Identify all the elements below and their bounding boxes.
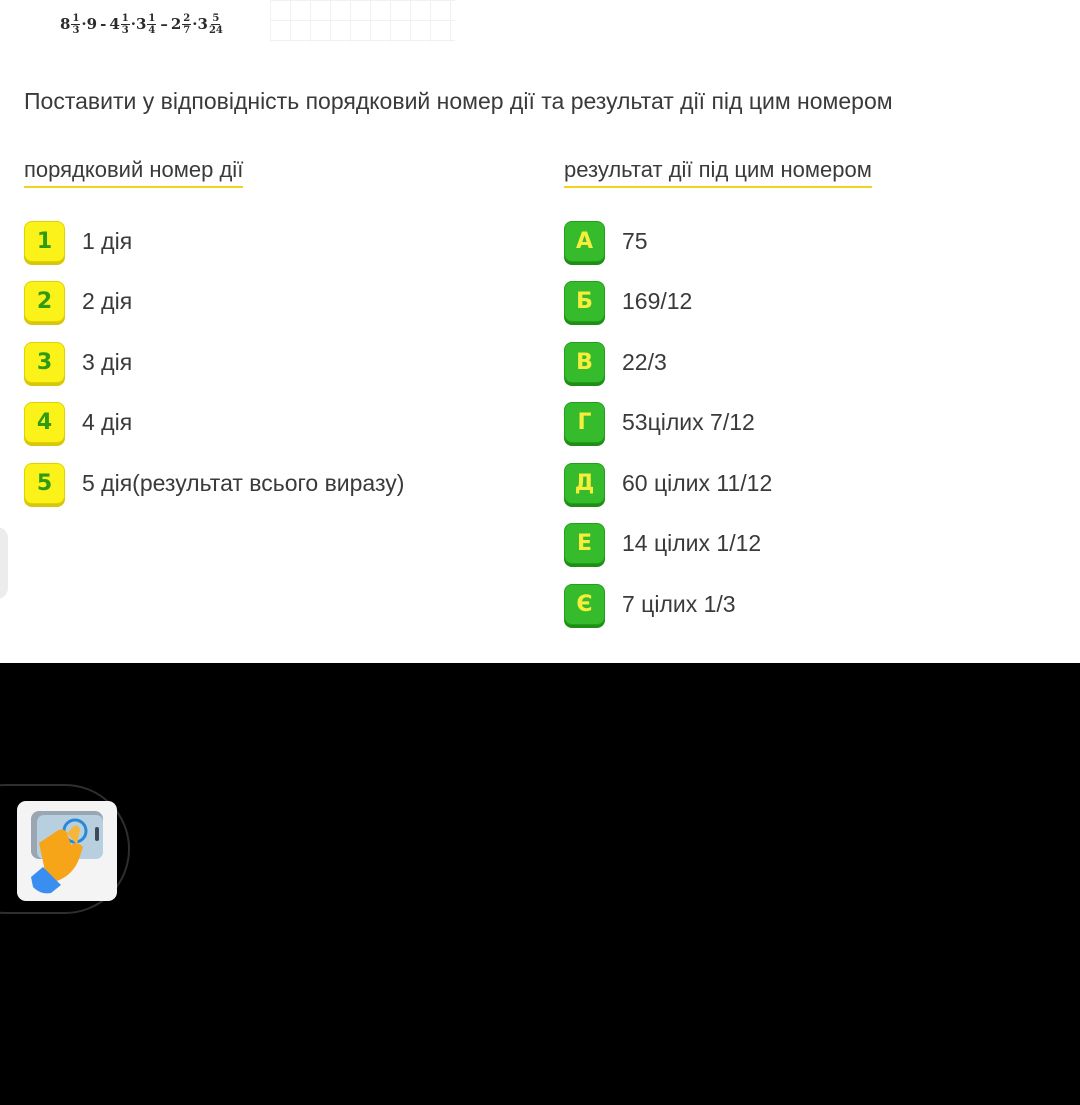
numerator: 1 [72, 12, 80, 24]
list-item [564, 339, 772, 385]
task-instruction: Поставити у відповідність порядковий номер дії та результат дії під цим номером [24, 88, 893, 114]
multiplier: 9 [86, 15, 98, 33]
whole-part: 3 [135, 15, 147, 33]
operator: · [130, 15, 136, 33]
item-label: 53цілих 7/12 [622, 409, 755, 436]
denominator: 24 [208, 24, 223, 36]
fraction [121, 13, 130, 36]
fraction [209, 13, 223, 36]
answer-badge-d[interactable]: Д [564, 463, 605, 504]
mixed-number [60, 13, 81, 36]
match-badge-2[interactable]: 2 [24, 281, 65, 322]
numerator: 1 [148, 12, 156, 24]
operator: - [100, 15, 107, 33]
side-scroll-handle[interactable] [0, 527, 8, 599]
mixed-number [136, 13, 157, 36]
whole-part: 2 [170, 15, 182, 33]
item-label: 7 цілих 1/3 [622, 591, 736, 618]
mixed-number [109, 13, 130, 36]
item-label: 22/3 [622, 348, 667, 375]
operator: · [192, 15, 198, 33]
item-label: 1 дія [82, 227, 133, 254]
left-column-header: порядковий номер дії [24, 157, 243, 188]
item-label: 4 дія [82, 409, 133, 436]
item-label: 2 дія [82, 288, 133, 315]
result-list [564, 218, 772, 642]
operator: · [81, 15, 87, 33]
mixed-number [171, 13, 192, 36]
list-item [24, 218, 404, 264]
item-label: 169/12 [622, 288, 693, 315]
list-item [24, 400, 404, 446]
fraction [71, 13, 80, 36]
operator: – [160, 15, 168, 33]
grid-background [270, 0, 455, 42]
denominator: 4 [148, 24, 156, 36]
item-label: 14 цілих 1/12 [622, 530, 762, 557]
item-label: 5 дія(результат всього виразу) [82, 469, 405, 496]
list-item [564, 582, 772, 628]
item-label: 60 цілих 11/12 [622, 469, 773, 496]
math-expression [60, 4, 224, 44]
match-badge-5[interactable]: 5 [24, 463, 65, 504]
answer-badge-h[interactable]: Г [564, 402, 605, 443]
list-item [564, 460, 772, 506]
denominator: 3 [121, 24, 129, 36]
whole-part: 3 [197, 15, 208, 33]
match-badge-4[interactable]: 4 [24, 402, 65, 443]
numerator: 1 [121, 12, 129, 24]
answer-badge-v[interactable]: В [564, 342, 605, 383]
answer-badge-b[interactable]: Б [564, 281, 605, 322]
item-label: 75 [622, 227, 648, 254]
list-item [564, 400, 772, 446]
fraction [147, 13, 156, 36]
item-label: 3 дія [82, 348, 133, 375]
step-list [24, 218, 404, 521]
list-item [564, 279, 772, 325]
denominator: 3 [72, 24, 80, 36]
answer-badge-e[interactable]: Е [564, 523, 605, 564]
denominator: 7 [183, 24, 191, 36]
numerator: 2 [183, 12, 191, 24]
whole-part: 8 [60, 15, 71, 33]
list-item [564, 521, 772, 567]
mixed-number [198, 13, 224, 36]
right-column-header: результат дії під цим номером [564, 157, 872, 188]
match-badge-1[interactable]: 1 [24, 221, 65, 262]
list-item [24, 339, 404, 385]
answer-badge-a[interactable]: А [564, 221, 605, 262]
fraction [182, 13, 191, 36]
whole-part: 4 [109, 15, 120, 33]
list-item [24, 460, 404, 506]
answer-badge-ye[interactable]: Є [564, 584, 605, 625]
floating-app-button[interactable] [17, 801, 117, 901]
numerator: 5 [212, 12, 220, 24]
list-item [24, 279, 404, 325]
match-badge-3[interactable]: 3 [24, 342, 65, 383]
touch-tap-icon [17, 801, 117, 901]
list-item [564, 218, 772, 264]
